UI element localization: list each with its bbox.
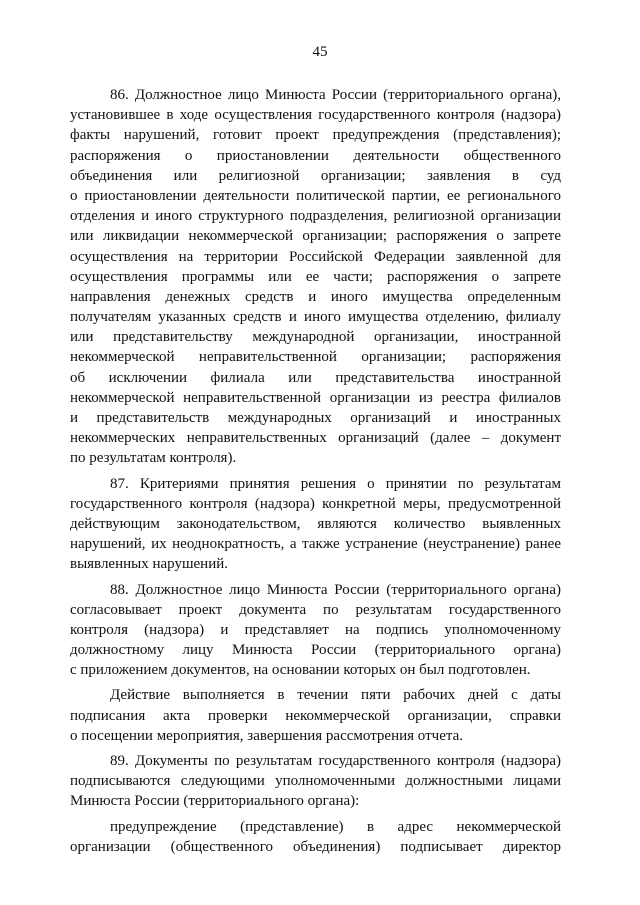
paragraph: [70, 474, 561, 575]
text-line: по результатам контроля).: [70, 450, 237, 467]
page-number: 45: [312, 44, 328, 60]
text-line: Минюста России (территориального органа):: [70, 793, 360, 810]
text-line: Действие выполняется в течении пяти рабочих дней с даты: [110, 687, 561, 704]
text-line: отделения и иного структурного подразделения, религиозной организации: [70, 208, 561, 225]
text-line: государственного контроля (надзора) конкретной меры, предусмотренной: [70, 495, 561, 512]
text-line: факты нарушений, готовит проект предупреждения (представления);: [70, 127, 561, 144]
text-line: действующим законодательством, являются количество выявленных: [70, 515, 561, 532]
document-body: [70, 85, 561, 857]
text-line: распоряжения о приостановлении деятельности общественного: [70, 147, 561, 164]
text-line: направления денежных средств и иного имущества определенным: [70, 288, 561, 305]
text-line: 86. Должностное лицо Минюста России (территориального органа),: [110, 87, 561, 103]
text-line: получателям указанных средств и иного имущества отделению, филиалу: [70, 309, 561, 326]
text-line: некоммерческой неправительственной организации; распоряжения: [70, 349, 561, 366]
text-line: контроля (надзора) и представляет на подпись уполномоченному: [70, 621, 561, 638]
text-line: подписываются следующими уполномоченными должностными лицами: [70, 773, 561, 790]
paragraph: [70, 817, 561, 857]
text-line: 89. Документы по результатам государственного контроля (надзора): [110, 753, 561, 769]
text-line: согласовывает проект документа по результатам государственного: [70, 601, 561, 618]
text-line: некоммерческой неправительственной организации из реестра филиалов: [70, 389, 561, 406]
text-line: и представительств международных организаций и иностранных: [70, 410, 561, 426]
text-line: подписания акта проверки некоммерческой организации, справки: [70, 707, 561, 724]
paragraph: [70, 685, 561, 746]
text-line: нарушений, их неоднократность, а также устранение (неустранение) ранее: [70, 536, 561, 553]
text-line: выявленных нарушений.: [70, 556, 228, 573]
text-line: осуществления на территории Российской Федерации заявленной для: [70, 248, 561, 265]
text-line: объединения или религиозной организации; заявления в суд: [70, 167, 561, 184]
text-line: или представительству международной организации, иностранной: [70, 329, 561, 346]
text-line: предупреждение (представление) в адрес некоммерческой: [110, 818, 561, 835]
text-line: должностному лицу Минюста России (территориального органа): [70, 642, 561, 659]
text-line: установившее в ходе осуществления государственного контроля (надзора): [70, 107, 561, 124]
text-line: осуществления программы или ее части; распоряжения о запрете: [70, 268, 561, 285]
text-line: о посещении мероприятия, завершения рассмотрения отчета.: [70, 727, 463, 744]
paragraph: [70, 85, 561, 469]
text-line: 87. Критериями принятия решения о принятии по результатам: [110, 475, 561, 492]
paragraph: [70, 580, 561, 681]
text-line: организации (общественного объединения) подписывает директор: [70, 838, 561, 855]
text-line: с приложением документов, на основании которых он был подготовлен.: [70, 662, 531, 679]
text-line: или ликвидации некоммерческой организации; распоряжения о запрете: [70, 228, 561, 245]
paragraph: [70, 751, 561, 812]
text-line: об исключении филиала или представительства иностранной: [70, 369, 561, 386]
text-line: 88. Должностное лицо Минюста России (территориального органа): [110, 581, 561, 598]
text-line: о приостановлении деятельности политической партии, ее регионального: [70, 187, 561, 204]
text-line: некоммерческих неправительственных организаций (далее – документ: [70, 430, 561, 447]
